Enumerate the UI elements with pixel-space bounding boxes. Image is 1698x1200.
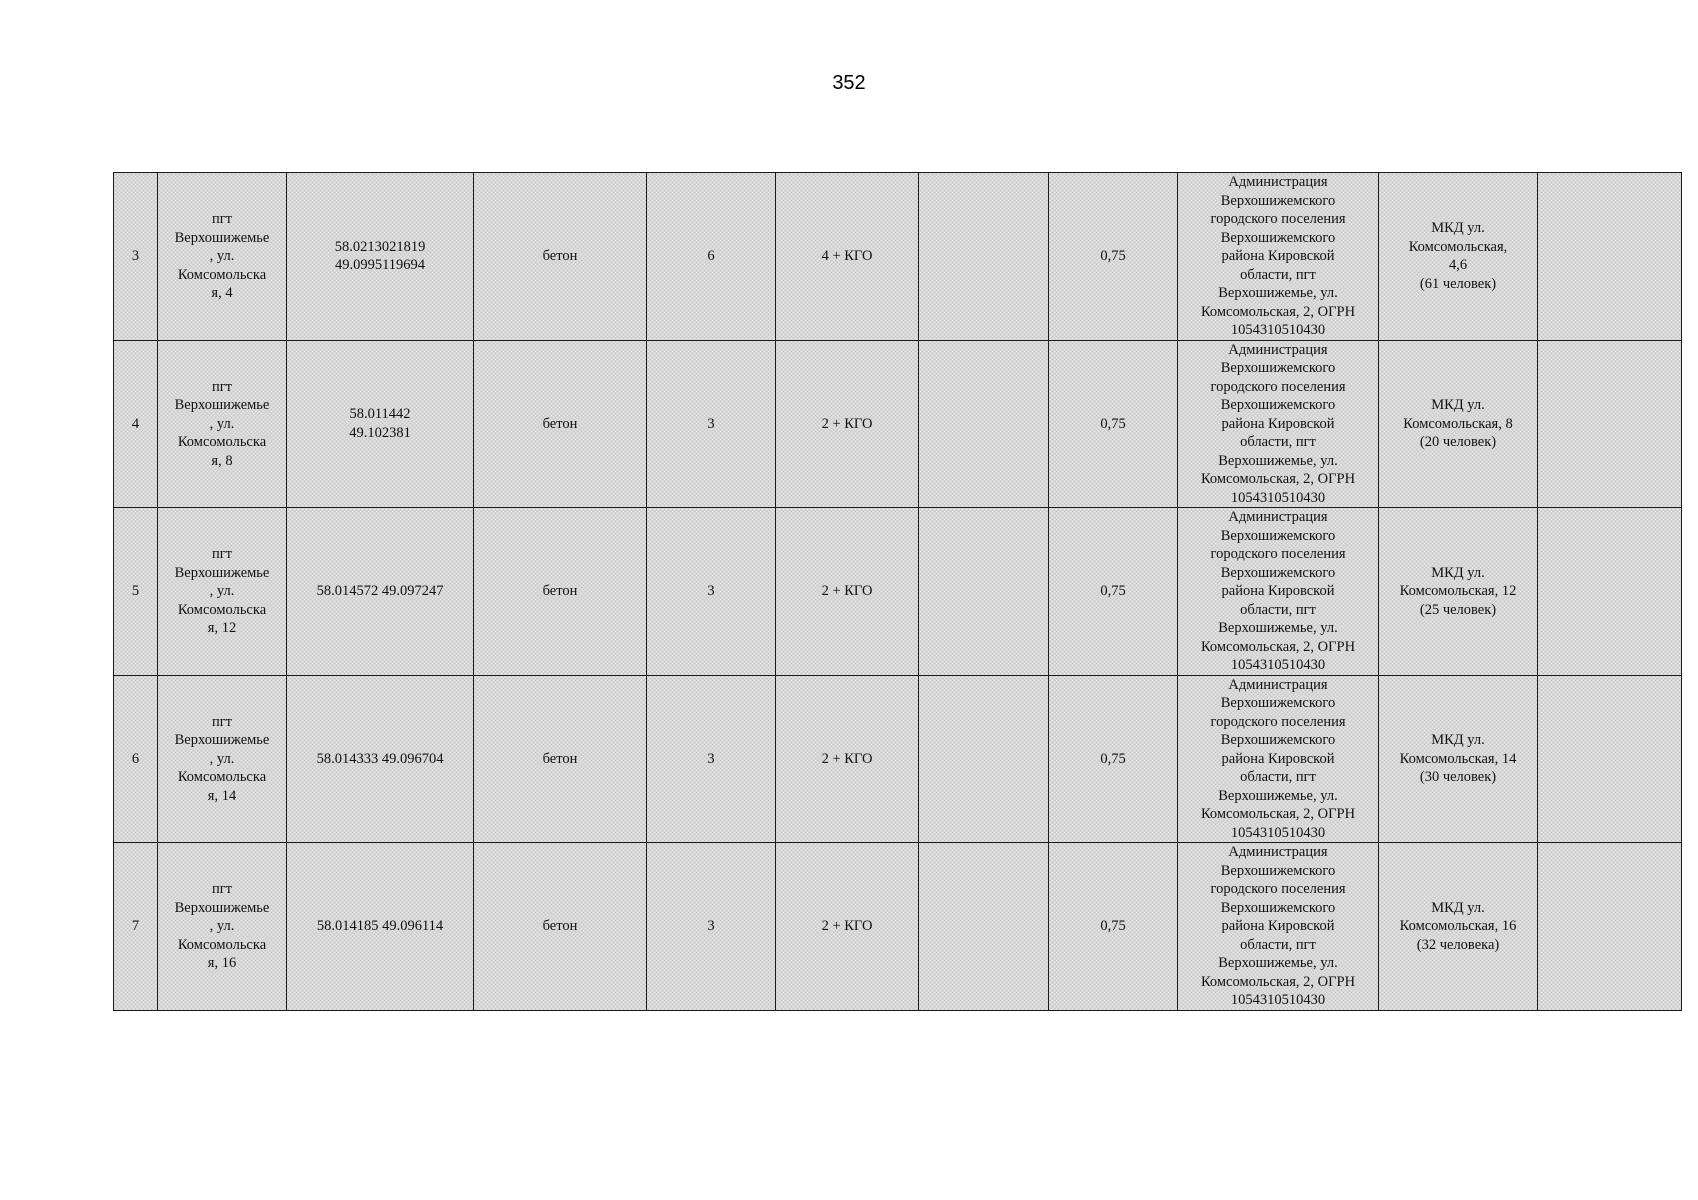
cell-surface: бетон: [474, 340, 647, 508]
cell-coordinates: 58.014185 49.096114: [287, 843, 474, 1011]
cell-address: пгт Верхошижемье , ул. Комсомольска я, 8: [158, 340, 287, 508]
cell-surface: бетон: [474, 675, 647, 843]
cell-empty: [1538, 340, 1682, 508]
cell-area: 3: [647, 843, 776, 1011]
cell-empty: [1538, 508, 1682, 676]
cell-containers: 4 + КГО: [776, 173, 919, 341]
cell-area: 3: [647, 675, 776, 843]
cell-address: пгт Верхошижемье , ул. Комсомольска я, 12: [158, 508, 287, 676]
cell-surface: бетон: [474, 173, 647, 341]
table-row: [114, 340, 1682, 508]
cell-owner: Администрация Верхошижемского городского поселения Верхошижемского района Кировской области, пгт Верхошижемье, ул. Комсомольская, 2, ОГРН 1054310510430: [1178, 340, 1379, 508]
cell-waste-source: МКД ул. Комсомольская, 12 (25 человек): [1379, 508, 1538, 676]
cell-coordinates: 58.014572 49.097247: [287, 508, 474, 676]
cell-volume: 0,75: [1049, 173, 1178, 341]
cell-owner: Администрация Верхошижемского городского поселения Верхошижемского района Кировской области, пгт Верхошижемье, ул. Комсомольская, 2, ОГРН 1054310510430: [1178, 173, 1379, 341]
cell-row-number: 5: [114, 508, 158, 676]
cell-row-number: 7: [114, 843, 158, 1011]
cell-owner: Администрация Верхошижемского городского поселения Верхошижемского района Кировской области, пгт Верхошижемье, ул. Комсомольская, 2, ОГРН 1054310510430: [1178, 843, 1379, 1011]
cell-row-number: 4: [114, 340, 158, 508]
cell-coordinates: 58.011442 49.102381: [287, 340, 474, 508]
table-row: [114, 843, 1682, 1011]
cell-address: пгт Верхошижемье , ул. Комсомольска я, 16: [158, 843, 287, 1011]
cell-owner: Администрация Верхошижемского городского поселения Верхошижемского района Кировской области, пгт Верхошижемье, ул. Комсомольская, 2, ОГРН 1054310510430: [1178, 675, 1379, 843]
cell-empty: [919, 508, 1049, 676]
cell-empty: [1538, 173, 1682, 341]
cell-empty: [1538, 843, 1682, 1011]
cell-containers: 2 + КГО: [776, 508, 919, 676]
cell-containers: 2 + КГО: [776, 675, 919, 843]
cell-surface: бетон: [474, 843, 647, 1011]
cell-address: пгт Верхошижемье , ул. Комсомольска я, 14: [158, 675, 287, 843]
table-body: [114, 173, 1682, 1011]
cell-volume: 0,75: [1049, 843, 1178, 1011]
cell-volume: 0,75: [1049, 675, 1178, 843]
cell-row-number: 6: [114, 675, 158, 843]
cell-empty: [919, 173, 1049, 341]
table-row: [114, 508, 1682, 676]
cell-empty: [919, 675, 1049, 843]
cell-area: 3: [647, 340, 776, 508]
cell-waste-source: МКД ул. Комсомольская, 14 (30 человек): [1379, 675, 1538, 843]
cell-address: пгт Верхошижемье , ул. Комсомольска я, 4: [158, 173, 287, 341]
table-row: [114, 173, 1682, 341]
cell-coordinates: 58.0213021819 49.0995119694: [287, 173, 474, 341]
table-row: [114, 675, 1682, 843]
cell-empty: [919, 843, 1049, 1011]
cell-area: 3: [647, 508, 776, 676]
cell-area: 6: [647, 173, 776, 341]
cell-waste-source: МКД ул. Комсомольская, 4,6 (61 человек): [1379, 173, 1538, 341]
cell-volume: 0,75: [1049, 508, 1178, 676]
cell-waste-source: МКД ул. Комсомольская, 8 (20 человек): [1379, 340, 1538, 508]
cell-empty: [919, 340, 1049, 508]
cell-coordinates: 58.014333 49.096704: [287, 675, 474, 843]
cell-surface: бетон: [474, 508, 647, 676]
cell-containers: 2 + КГО: [776, 843, 919, 1011]
cell-empty: [1538, 675, 1682, 843]
cell-row-number: 3: [114, 173, 158, 341]
cell-containers: 2 + КГО: [776, 340, 919, 508]
cell-owner: Администрация Верхошижемского городского поселения Верхошижемского района Кировской области, пгт Верхошижемье, ул. Комсомольская, 2, ОГРН 1054310510430: [1178, 508, 1379, 676]
cell-waste-source: МКД ул. Комсомольская, 16 (32 человека): [1379, 843, 1538, 1011]
cell-volume: 0,75: [1049, 340, 1178, 508]
page-number: 352: [832, 72, 866, 94]
waste-sites-table: [113, 172, 1682, 1011]
